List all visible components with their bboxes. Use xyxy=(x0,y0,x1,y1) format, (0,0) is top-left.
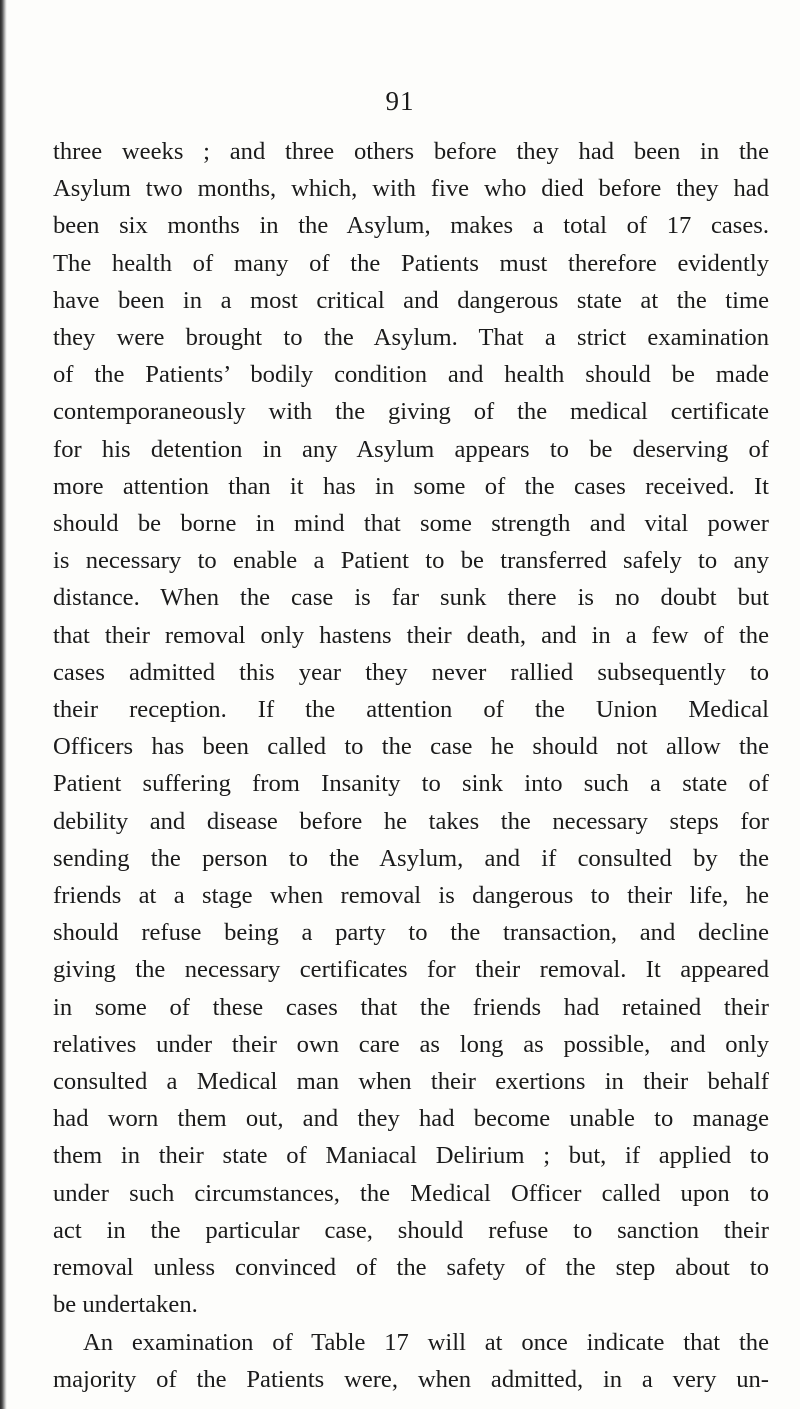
text-line: removal unless convinced of the safety of the step about to xyxy=(53,1254,769,1282)
text-line: more attention than it has in some of the cases received. It xyxy=(53,472,769,500)
text-line: debility and disease before he takes the necessary steps for xyxy=(53,807,769,835)
text-line: Patient suffering from Insanity to sink into such a state of xyxy=(53,770,769,798)
text-line: been six months in the Asylum, makes a total of 17 cases. xyxy=(53,212,769,240)
text-line: consulted a Medical man when their exertions in their behalf xyxy=(53,1068,769,1096)
text-line: for his detention in any Asylum appears to be deserving of xyxy=(53,435,769,463)
text-line: in some of these cases that the friends had retained their xyxy=(53,993,769,1021)
text-line: majority of the Patients were, when admitted, in a very un- xyxy=(53,1365,769,1393)
text-line: is necessary to enable a Patient to be transferred safely to any xyxy=(53,547,769,575)
page-binding-edge xyxy=(0,0,7,1409)
text-line: friends at a stage when removal is dangerous to their life, he xyxy=(53,882,769,910)
text-line: have been in a most critical and dangerous state at the time xyxy=(53,286,769,314)
text-line: should refuse being a party to the transaction, and decline xyxy=(53,919,769,947)
text-line: An examination of Table 17 will at once indicate that the xyxy=(83,1328,769,1356)
text-line: cases admitted this year they never rallied subsequently to xyxy=(53,658,769,686)
text-line: them in their state of Maniacal Delirium ; but, if applied to xyxy=(53,1142,769,1170)
body-text xyxy=(53,133,769,1398)
text-line: giving the necessary certificates for their removal. It appeared xyxy=(53,956,769,984)
text-line: under such circumstances, the Medical Officer called upon to xyxy=(53,1179,769,1207)
text-line: of the Patients’ bodily condition and health should be made xyxy=(53,361,769,389)
text-line: their reception. If the attention of the Union Medical xyxy=(53,696,769,724)
text-line: The health of many of the Patients must therefore evidently xyxy=(53,249,769,277)
text-line: had worn them out, and they had become unable to manage xyxy=(53,1105,769,1133)
text-line: relatives under their own care as long as possible, and only xyxy=(53,1030,769,1058)
text-line: sending the person to the Asylum, and if consulted by the xyxy=(53,844,769,872)
text-line: Asylum two months, which, with five who died before they had xyxy=(53,175,769,203)
text-line: that their removal only hastens their death, and in a few of the xyxy=(53,621,769,649)
text-line: should be borne in mind that some strength and vital power xyxy=(53,510,769,538)
text-line: three weeks ; and three others before they had been in the xyxy=(53,138,769,165)
text-line: distance. When the case is far sunk there is no doubt but xyxy=(53,584,769,612)
text-line: be undertaken. xyxy=(53,1291,198,1319)
text-line: act in the particular case, should refuse to sanction their xyxy=(53,1216,769,1244)
text-line: Officers has been called to the case he should not allow the xyxy=(53,733,769,761)
text-line: they were brought to the Asylum. That a strict examination xyxy=(53,324,769,352)
text-line: contemporaneously with the giving of the medical certificate xyxy=(53,398,769,426)
page-number: 91 xyxy=(385,86,415,116)
